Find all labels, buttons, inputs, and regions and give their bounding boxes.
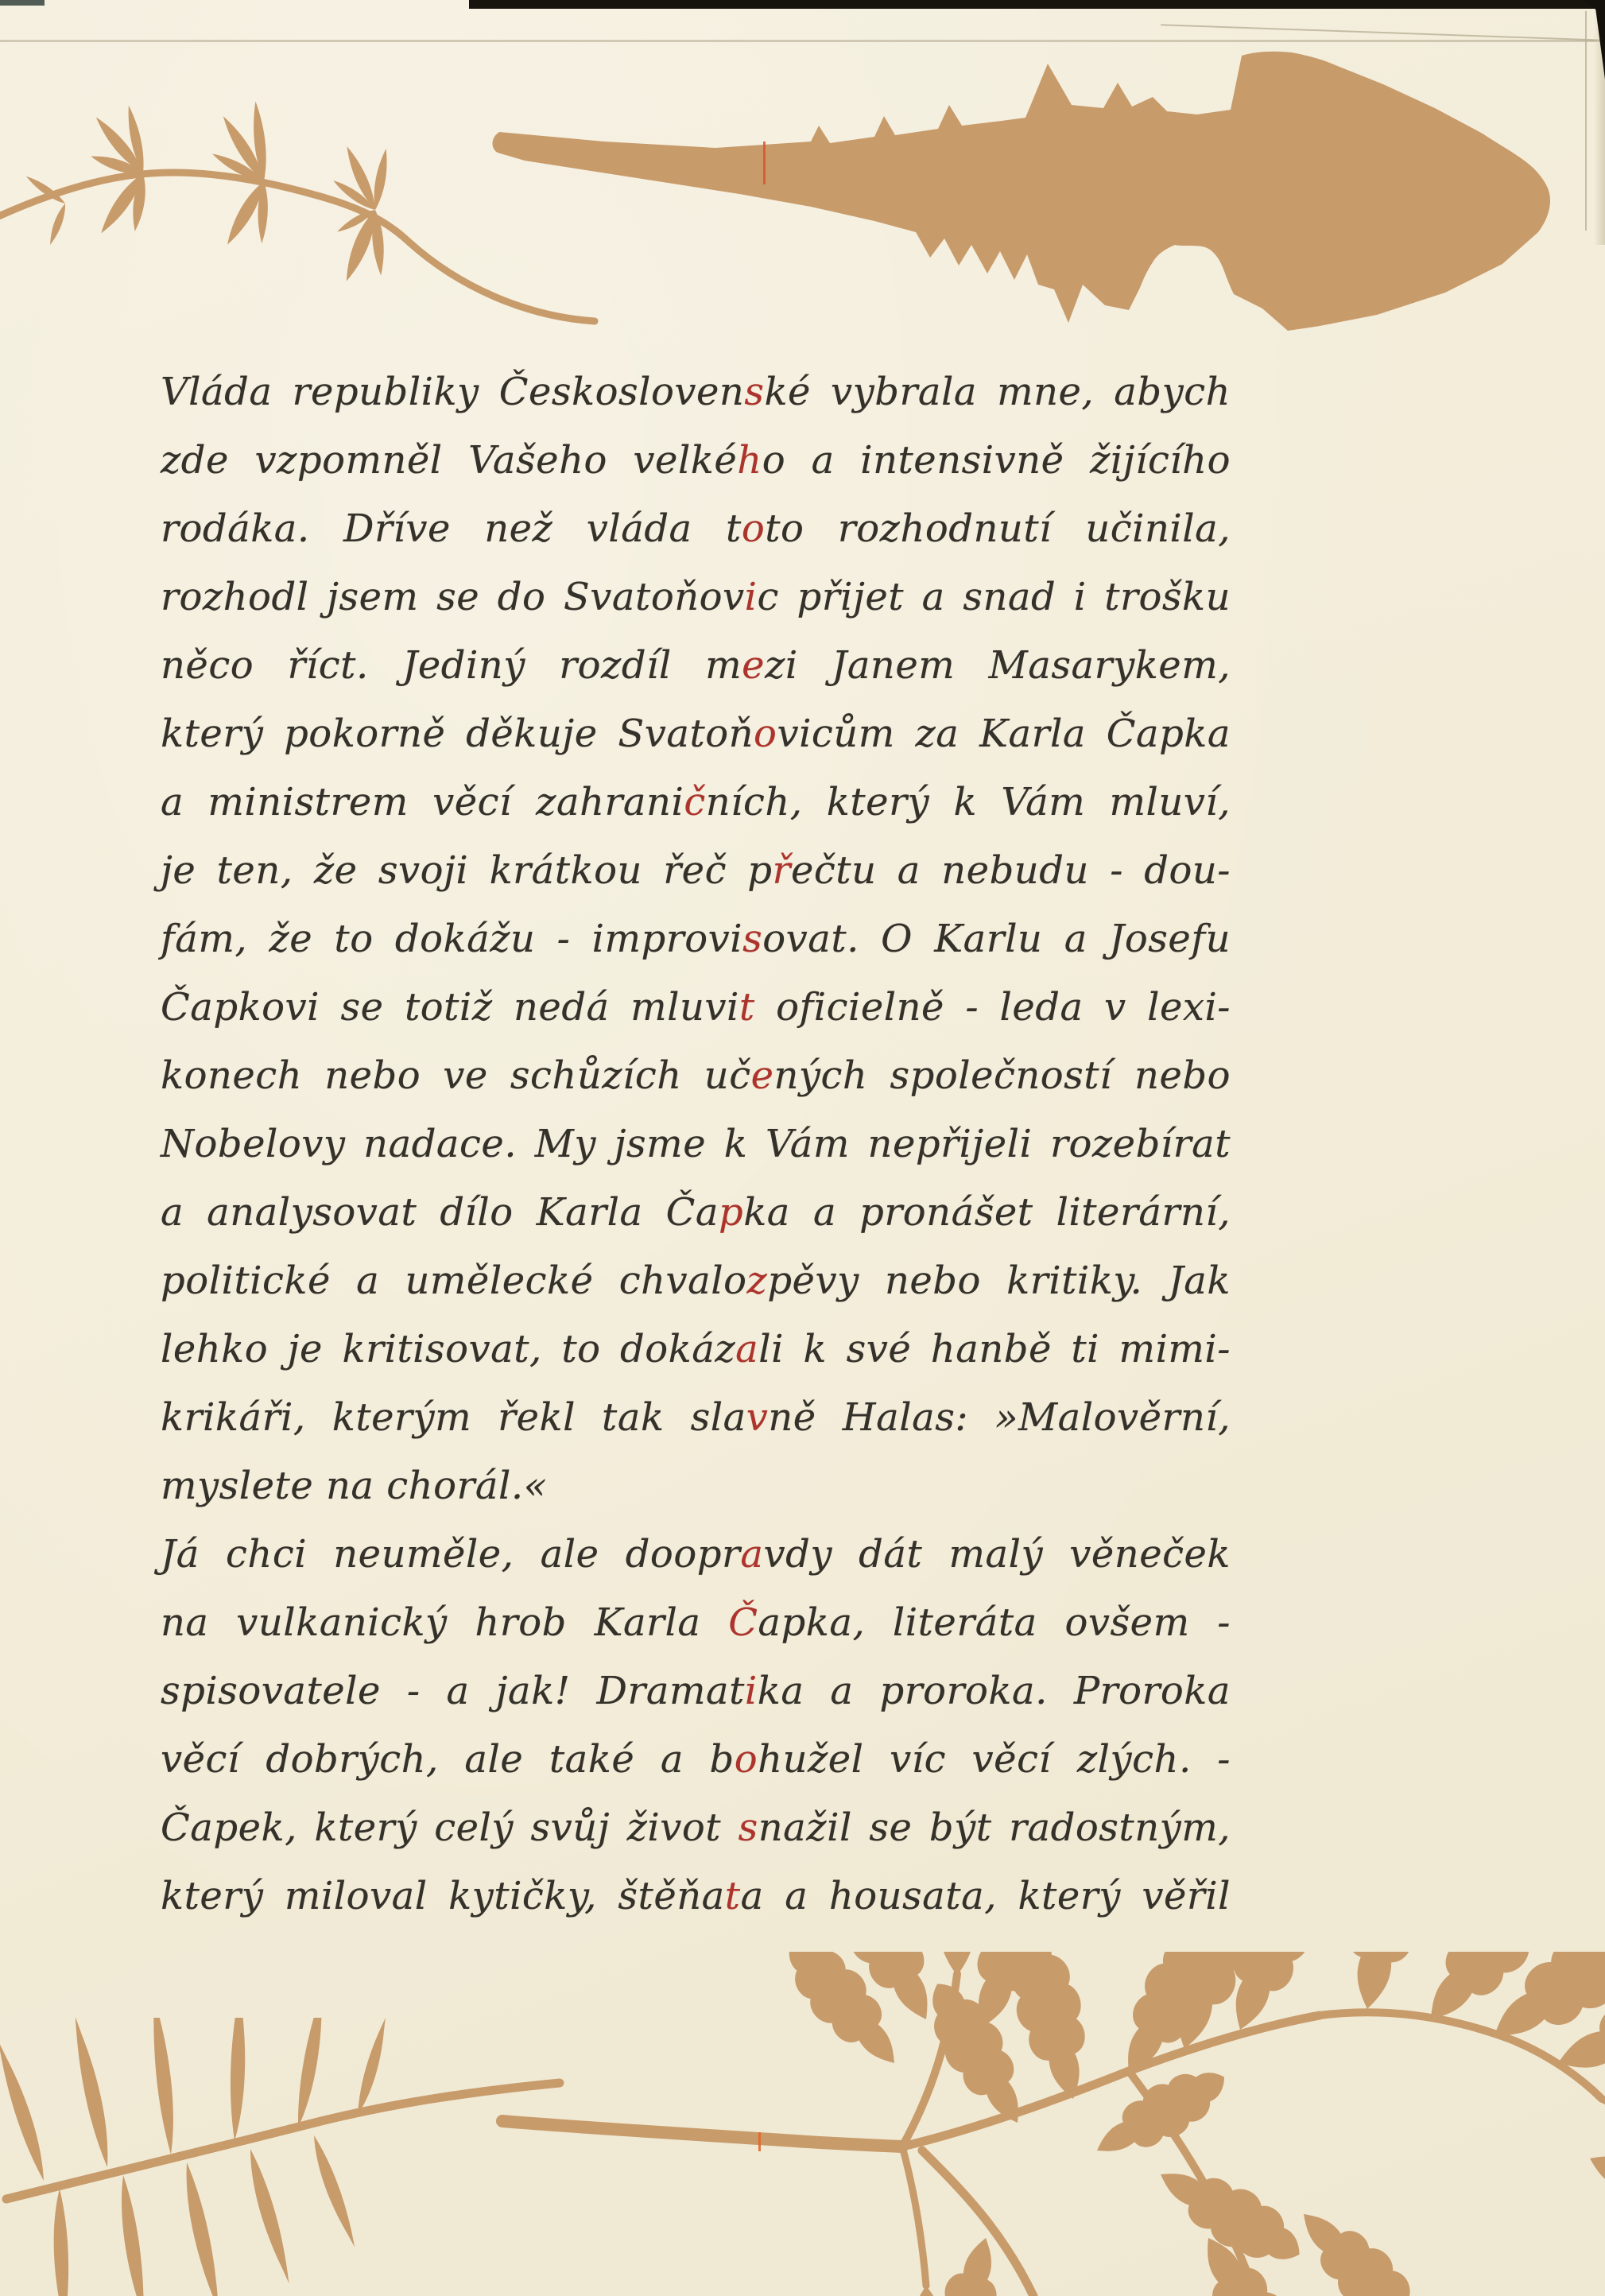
text-segment: myslete na chorál.« [161,1464,548,1508]
text-segment: vdy dát malý věneček [763,1532,1231,1577]
text-segment: ně Halas: »Malověrní, [768,1395,1231,1440]
text-line [161,1657,1231,1725]
text-segment: věcí dobrých, ale také a b [161,1737,735,1782]
red-letter: i [744,1669,758,1713]
text-segment: je ten, že svoji krátkou řeč p [161,848,773,893]
red-letter: a [740,1532,764,1577]
text-segment: li k své hanbě ti mimi- [758,1327,1231,1371]
text-segment: ka a pronášet literární, [743,1190,1231,1235]
text-segment: ovat. O Karlu a Josefu [762,917,1231,961]
text-line [161,1452,1231,1520]
text-line [161,768,1231,836]
text-line [161,1315,1231,1383]
bushy-fern-print-bottom-right [493,1952,1605,2296]
red-letter: a [735,1327,759,1371]
text-segment: apka, literáta ovšem - [758,1600,1231,1645]
text-line [161,494,1231,563]
text-segment: který pokorně děkuje Svatoň [161,712,754,756]
text-segment: na vulkanický hrob Karla [161,1600,729,1645]
text-segment: který miloval kytičky, štěňa [161,1874,725,1918]
text-line [161,905,1231,973]
page-top-crease [0,40,1605,42]
scan-top-edge-strip [469,0,1605,9]
text-segment: Nobelovy nadace. My jsme k Vám nepřijeli rozebírat [161,1122,1231,1166]
text-segment: spisovatele - a jak! Dramat [161,1669,745,1713]
text-segment: krikáři, kterým řekl tak sla [161,1395,746,1440]
text-line [161,1383,1231,1452]
text-segment: o a intensivně žijícího [762,438,1231,483]
text-line [161,1725,1231,1794]
text-segment: a a housata, který věřil [740,1874,1231,1918]
text-segment: rozhodl jsem se do Svatoňov [161,575,745,619]
text-segment: Vláda republiky Českosloven [161,370,745,414]
text-line [161,973,1231,1041]
red-letter: t [724,1874,741,1918]
page-right-edge-line [1585,11,1587,231]
text-segment: Já chci neuměle, ale doopr [161,1532,741,1577]
text-line [161,358,1231,426]
red-letter: č [684,780,706,824]
text-segment: pěvy nebo kritiky. Jak [767,1259,1231,1303]
text-segment: vicům za Karla Čapka [777,712,1231,756]
red-letter: s [738,1805,758,1850]
scan-top-edge-left-mark [0,0,45,6]
text-segment: ké vybrala mne, abych [764,370,1231,414]
text-segment: zi Janem Masarykem, [765,643,1231,688]
text-line [161,836,1231,905]
text-segment: něco říct. Jediný rozdíl m [161,643,742,688]
text-line [161,1041,1231,1110]
registration-hairline-bottom [758,2132,761,2151]
text-segment: a ministrem věcí zahrani [161,780,684,824]
red-letter: s [744,370,765,414]
text-segment: Čapek, který celý svůj život [161,1805,739,1850]
text-segment: a analysovat dílo Karla Ča [161,1190,719,1235]
red-letter: s [742,917,763,961]
red-letter: o [734,1737,758,1782]
large-toothed-leaf-print-top-right [477,32,1605,358]
text-segment: rodáka. Dříve než vláda t [161,506,742,551]
red-letter: e [742,643,766,688]
registration-hairline-top [763,142,766,184]
text-line [161,1110,1231,1178]
text-line [161,1178,1231,1247]
text-segment: ečtu a nebudu - dou- [790,848,1231,893]
red-letter: ř [772,848,791,893]
red-letter: i [744,575,758,619]
text-segment: konech nebo ve schůzích uč [161,1053,751,1098]
red-letter: t [739,985,755,1030]
text-segment: oficielně - leda v lexi- [754,985,1231,1030]
red-letter: e [750,1053,774,1098]
text-line [161,1588,1231,1657]
text-segment: ných společností nebo [773,1053,1231,1098]
text-line [161,426,1231,494]
text-segment: zde vzpomněl Vašeho velké [161,438,738,483]
red-letter: z [746,1259,768,1303]
text-segment: Čapkovi se totiž nedá mluvi [161,985,739,1030]
text-line [161,563,1231,631]
text-line [161,1247,1231,1315]
speech-text-block [161,358,1231,1930]
red-letter: o [741,506,766,551]
text-segment: ních, který k Vám mluví, [705,780,1231,824]
text-segment: hužel víc věcí zlých. - [758,1737,1231,1782]
text-segment: nažil se být radostným, [758,1805,1231,1850]
text-segment: lehko je kritisovat, to dokáz [161,1327,736,1371]
text-segment: ka a proroka. Proroka [757,1669,1231,1713]
text-line [161,700,1231,768]
red-letter: h [737,438,762,483]
text-segment: to rozhodnutí učinila, [765,506,1231,551]
red-letter: v [746,1395,769,1440]
red-letter: Č [728,1600,758,1645]
text-line [161,1794,1231,1862]
text-segment: fám, že to dokážu - improvi [161,917,743,961]
red-letter: p [718,1190,744,1235]
text-line [161,631,1231,700]
text-segment: c přijet a snad i trošku [757,575,1231,619]
red-letter: o [754,712,777,756]
text-line [161,1520,1231,1588]
text-line [161,1862,1231,1930]
text-segment: politické a umělecké chvalo [161,1259,747,1303]
